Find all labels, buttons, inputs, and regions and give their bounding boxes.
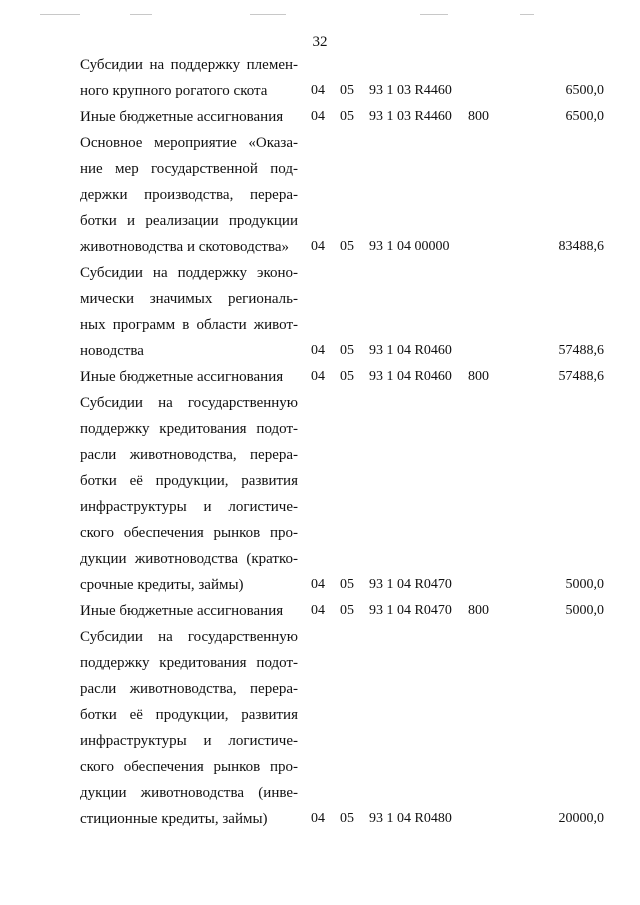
description-line: дукции животноводства (инве- [80, 785, 298, 801]
rz-code: 04 [311, 239, 325, 254]
description-line: дукции животноводства (кратко- [80, 551, 298, 567]
description-line: Иные бюджетные ассигнования [80, 603, 284, 619]
vr-code: 800 [468, 603, 489, 618]
row-description [80, 52, 298, 104]
pr-code: 05 [340, 577, 354, 592]
vr-code: 800 [468, 369, 489, 384]
description-line: Субсидии на поддержку племен- [80, 57, 298, 73]
scan-artifact [40, 14, 80, 15]
description-line: новодства [80, 343, 144, 359]
row-description [80, 364, 298, 390]
scan-artifact [520, 14, 534, 15]
csr-code: 93 1 03 R4460 [369, 109, 452, 124]
sum-value: 5000,0 [565, 577, 604, 592]
sum-value: 6500,0 [565, 83, 604, 98]
description-line: Субсидии на государственную [80, 629, 298, 645]
scan-artifact [130, 14, 152, 15]
description-line: держки производства, перера- [80, 187, 298, 203]
csr-code: 93 1 04 R0470 [369, 603, 452, 618]
rz-code: 04 [311, 811, 325, 826]
row-description [80, 598, 298, 624]
description-line: инфраструктуры и логистиче- [80, 499, 298, 515]
description-line: ского обеспечения рынков про- [80, 525, 298, 541]
description-line: мически значимых региональ- [80, 291, 298, 307]
csr-code: 93 1 04 R0460 [369, 369, 452, 384]
description-line: ботки её продукции, развития [80, 707, 298, 723]
row-description [80, 260, 298, 364]
vr-code: 800 [468, 109, 489, 124]
pr-code: 05 [340, 603, 354, 618]
description-line: Субсидии на поддержку эконо- [80, 265, 298, 281]
description-line: ботки её продукции, развития [80, 473, 298, 489]
description-line: расли животноводства, перера- [80, 681, 298, 697]
description-line: поддержку кредитования подот- [80, 421, 298, 437]
description-line: ного крупного рогатого скота [80, 83, 268, 99]
sum-value: 20000,0 [558, 811, 604, 826]
description-line: Иные бюджетные ассигнования [80, 369, 284, 385]
row-description [80, 130, 298, 260]
description-line: срочные кредиты, займы) [80, 577, 244, 593]
pr-code: 05 [340, 811, 354, 826]
sum-value: 57488,6 [558, 369, 604, 384]
csr-code: 93 1 04 R0460 [369, 343, 452, 358]
pr-code: 05 [340, 239, 354, 254]
description-line: ных программ в области живот- [80, 317, 298, 333]
description-line: Субсидии на государственную [80, 395, 298, 411]
description-line: Основное мероприятие «Оказа- [80, 135, 298, 151]
description-line: Иные бюджетные ассигнования [80, 109, 284, 125]
sum-value: 57488,6 [558, 343, 604, 358]
pr-code: 05 [340, 83, 354, 98]
description-line: ского обеспечения рынков про- [80, 759, 298, 775]
rz-code: 04 [311, 603, 325, 618]
scan-artifact [250, 14, 286, 15]
rz-code: 04 [311, 369, 325, 384]
pr-code: 05 [340, 343, 354, 358]
pr-code: 05 [340, 109, 354, 124]
description-line: животноводства и скотоводства» [80, 239, 289, 255]
csr-code: 93 1 04 R0470 [369, 577, 452, 592]
rz-code: 04 [311, 577, 325, 592]
sum-value: 6500,0 [565, 109, 604, 124]
csr-code: 93 1 04 R0480 [369, 811, 452, 826]
csr-code: 93 1 03 R4460 [369, 83, 452, 98]
rz-code: 04 [311, 343, 325, 358]
scan-artifact [420, 14, 448, 15]
description-line: ние мер государственной под- [80, 161, 298, 177]
description-line: поддержку кредитования подот- [80, 655, 298, 671]
csr-code: 93 1 04 00000 [369, 239, 450, 254]
description-line: стиционные кредиты, займы) [80, 811, 268, 827]
description-line: ботки и реализации продукции [80, 213, 298, 229]
page-number: 32 [312, 34, 328, 50]
pr-code: 05 [340, 369, 354, 384]
row-description [80, 104, 298, 130]
description-line: инфраструктуры и логистиче- [80, 733, 298, 749]
row-description [80, 390, 298, 598]
rz-code: 04 [311, 83, 325, 98]
sum-value: 83488,6 [558, 239, 604, 254]
sum-value: 5000,0 [565, 603, 604, 618]
description-line: расли животноводства, перера- [80, 447, 298, 463]
row-description [80, 624, 298, 832]
rz-code: 04 [311, 109, 325, 124]
